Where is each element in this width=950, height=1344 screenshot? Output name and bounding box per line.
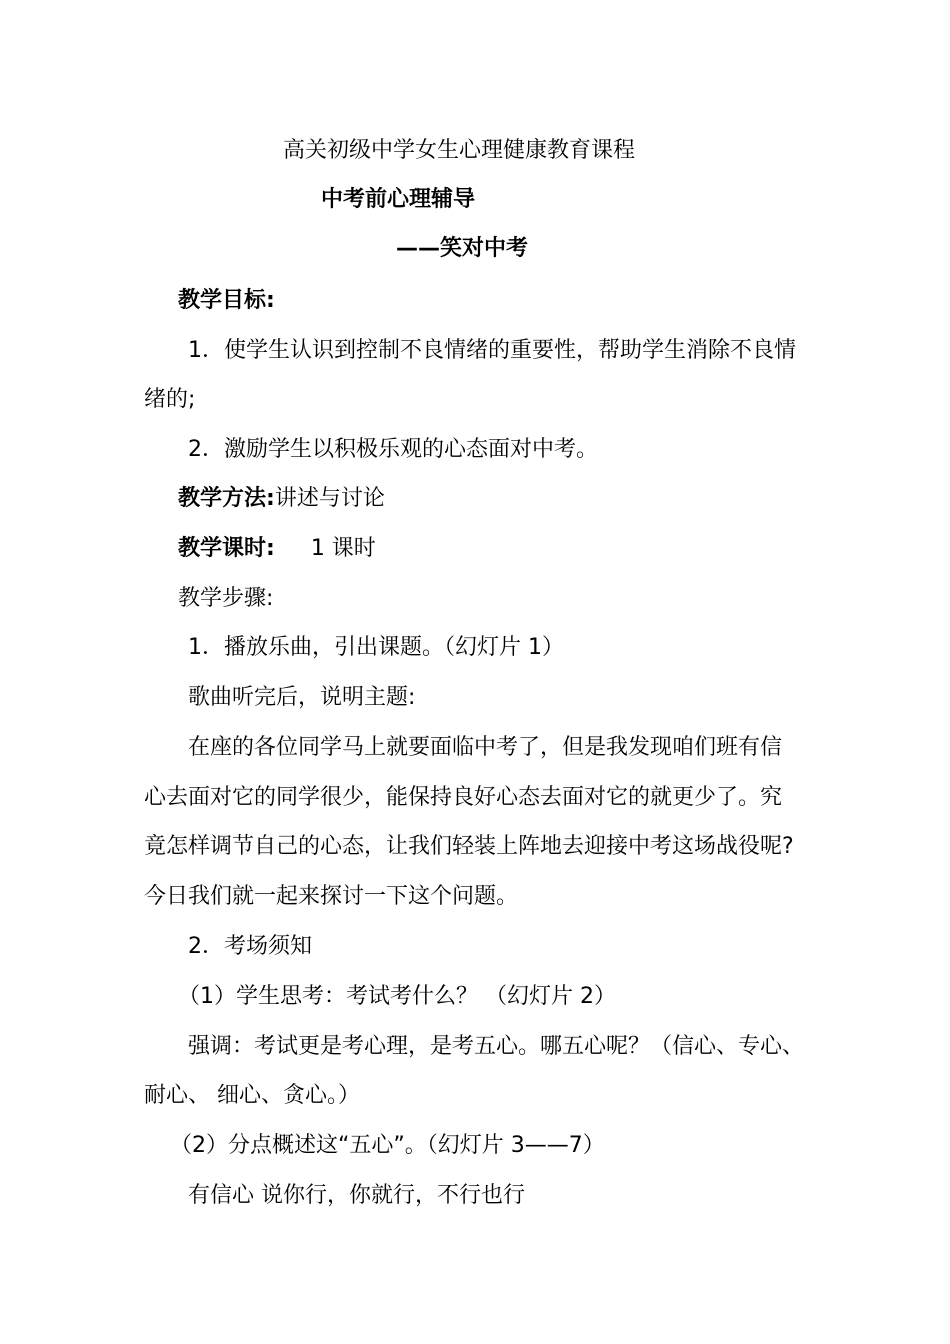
emphasis-line-2: 耐心、 细心、贪心。） [144, 1083, 360, 1108]
objectives-label: 教学目标: [178, 288, 275, 313]
paragraph-1-line-3: 竟怎样调节自己的心态，让我们轻装上阵地去迎接中考这场战役呢? [144, 834, 794, 859]
confidence-line: 有信心 说你行，你就行，不行也行 [188, 1183, 525, 1208]
method-label: 教学方法: [178, 486, 275, 511]
step-2-sub-1: （1）学生思考：考试考什么？ （幻灯片 2） [178, 984, 616, 1009]
teaching-method [178, 484, 385, 514]
emphasis-line-1: 强调：考试更是考心理，是考五心。哪五心呢？（信心、专心、 [188, 1034, 805, 1059]
steps-label: 教学步骤: [178, 586, 274, 611]
method-value: 讲述与讨论 [274, 486, 385, 511]
objective-2: 2．激励学生以积极乐观的心态面对中考。 [188, 437, 598, 462]
paragraph-1-line-1: 在座的各位同学马上就要面临中考了，但是我发现咱们班有信 [188, 735, 783, 760]
hours-value: 1 课时 [310, 536, 376, 561]
paragraph-1-line-2: 心去面对它的同学很少，能保持良好心态去面对它的就更少了。究 [144, 785, 783, 810]
hours-label: 教学课时: [178, 536, 275, 561]
step-2-sub-2: （2）分点概述这“五心”。（幻灯片 3——7） [170, 1133, 605, 1158]
paragraph-1-line-4: 今日我们就一起来探讨一下这个问题。 [144, 884, 519, 909]
teaching-hours [178, 534, 376, 564]
objective-1-line-2: 绪的; [144, 387, 196, 412]
lesson-heading: 中考前心理辅导 [321, 187, 476, 212]
lesson-subheading: ——笑对中考 [396, 236, 529, 261]
step-2: 2．考场须知 [188, 934, 312, 959]
step-1: 1．播放乐曲，引出课题。（幻灯片 1） [188, 635, 564, 660]
document-title: 高关初级中学女生心理健康教育课程 [283, 138, 636, 163]
objective-1-line-1: 1．使学生认识到控制不良情绪的重要性，帮助学生消除不良情 [188, 338, 796, 363]
step-1-note: 歌曲听完后，说明主题: [188, 685, 416, 710]
